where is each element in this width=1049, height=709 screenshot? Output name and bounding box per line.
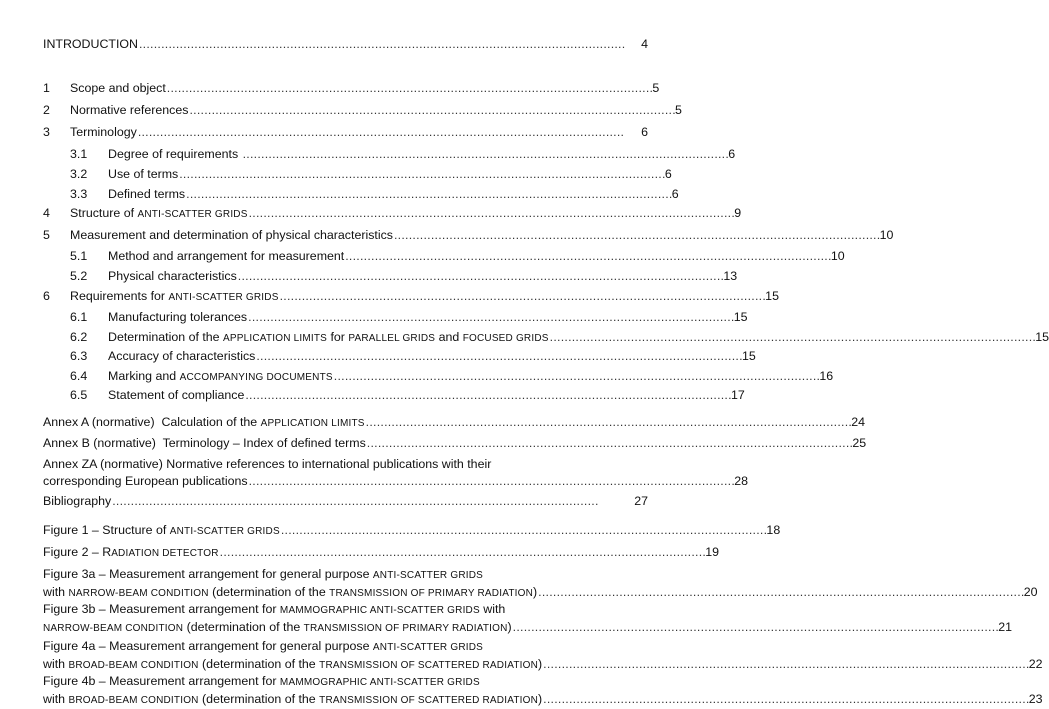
- toc-entry-clause-3-1[interactable]: [70, 145, 736, 164]
- toc-entry-annex-za[interactable]: [43, 456, 748, 490]
- toc-entry-clause-5[interactable]: [43, 226, 894, 245]
- dot-leader: [538, 584, 1023, 601]
- toc-entry-title: Bibliography: [43, 494, 112, 508]
- toc-entry-number: 2: [43, 103, 50, 117]
- toc-entry-page: 28: [734, 474, 748, 488]
- toc-entry-title-line2: with BROAD-BEAM CONDITION (determination of the TRANSMISSION OF SCATTERED RADIATION): [43, 692, 543, 706]
- dot-leader: [186, 185, 671, 204]
- toc-entry-title-line2: with NARROW-BEAM CONDITION (determination of the TRANSMISSION OF PRIMARY RADIATION): [43, 585, 538, 599]
- dot-leader: [249, 204, 734, 223]
- toc-entry-title-line1: Figure 3b – Measurement arrangement for MAMMOGRAPHIC ANTI-SCATTER GRIDS with: [43, 602, 506, 616]
- toc-entry-page: 15: [741, 349, 756, 363]
- toc-entry-title: Physical characteristics: [108, 269, 237, 283]
- toc-entry-title: Normative references: [70, 103, 189, 117]
- dot-leader: [139, 35, 640, 54]
- dot-leader: [238, 267, 723, 286]
- toc-entry-title: Figure 2 – RADIATION DETECTOR: [43, 545, 219, 559]
- toc-entry-page: 9: [734, 206, 742, 220]
- dot-leader: [243, 145, 728, 164]
- toc-entry-figure-4a[interactable]: [43, 638, 1043, 672]
- toc-entry-number: 3.2: [70, 167, 88, 181]
- toc-entry-clause-6-5[interactable]: [70, 386, 745, 405]
- toc-entry-number: 6: [43, 289, 50, 303]
- toc-entry-title: Statement of compliance: [108, 388, 245, 402]
- toc-entry-page: 6: [671, 187, 679, 201]
- toc-entry-title: Requirements for ANTI-SCATTER GRIDS: [70, 289, 279, 303]
- toc-entry-bibliography[interactable]: [43, 492, 648, 511]
- dot-leader: [112, 492, 633, 511]
- toc-entry-page: 18: [766, 523, 781, 537]
- toc-entry-page: 6: [728, 147, 736, 161]
- toc-entry-title: Measurement and determination of physical characteristics: [70, 228, 393, 242]
- toc-entry-number: 3: [43, 125, 50, 139]
- dot-leader: [189, 101, 674, 120]
- toc-entry-title-line2: corresponding European publications: [43, 474, 248, 488]
- toc-entry-page: 10: [830, 249, 845, 263]
- dot-leader: [256, 347, 741, 366]
- toc-entry-annex-a[interactable]: [43, 413, 866, 432]
- toc-entry-page: 5: [675, 103, 682, 117]
- toc-entry-figure-3a[interactable]: [43, 566, 1038, 600]
- toc-entry-number: 1: [43, 81, 50, 95]
- toc-entry-number: 6.3: [70, 349, 88, 363]
- toc-entry-clause-1[interactable]: [43, 79, 660, 98]
- toc-entry-title: INTRODUCTION: [43, 37, 138, 51]
- dot-leader: [248, 308, 733, 327]
- toc-entry-clause-5-1[interactable]: [70, 247, 845, 266]
- toc-entry-clause-6-1[interactable]: [70, 308, 748, 327]
- toc-entry-number: 6.5: [70, 388, 88, 402]
- toc-entry-page: 6: [641, 125, 648, 139]
- toc-entry-clause-3-2[interactable]: [70, 165, 672, 184]
- dot-leader: [138, 123, 640, 142]
- toc-entry-title: Scope and object: [70, 81, 166, 95]
- toc-entry-clause-6-3[interactable]: [70, 347, 756, 366]
- toc-entry-clause-6[interactable]: [43, 287, 779, 306]
- toc-entry-title-line1: Figure 4b – Measurement arrangement for MAMMOGRAPHIC ANTI-SCATTER GRIDS: [43, 674, 480, 688]
- toc-entry-number: 6.1: [70, 310, 88, 324]
- dot-leader: [179, 165, 664, 184]
- toc-entry-annex-b[interactable]: [43, 434, 867, 453]
- toc-entry-figure-3b[interactable]: [43, 601, 1013, 635]
- toc-entry-page: 27: [634, 494, 648, 508]
- toc-entry-figure-4b[interactable]: [43, 673, 1043, 707]
- toc-entry-title: Defined terms: [108, 187, 186, 201]
- toc-entry-number: 3.1: [70, 147, 88, 161]
- dot-leader: [550, 328, 1035, 347]
- toc-entry-number: 5.2: [70, 269, 88, 283]
- toc-entry-clause-3[interactable]: [43, 123, 648, 142]
- toc-entry-number: 5: [43, 228, 50, 242]
- toc-entry-clause-3-3[interactable]: [70, 185, 679, 204]
- dot-leader: [345, 247, 830, 266]
- toc-entry-figure-2[interactable]: [43, 543, 720, 562]
- toc-entry-clause-5-2[interactable]: [70, 267, 738, 286]
- toc-entry-title: Structure of ANTI-SCATTER GRIDS: [70, 206, 248, 220]
- toc-entry-page: 24: [851, 415, 866, 429]
- toc-entry-title-line2: with BROAD-BEAM CONDITION (determination of the TRANSMISSION OF SCATTERED RADIATION): [43, 657, 543, 671]
- dot-leader: [334, 367, 819, 386]
- toc-entry-page: 20: [1023, 585, 1038, 599]
- toc-entry-clause-4[interactable]: [43, 204, 742, 223]
- toc-entry-title-line1: Figure 4a – Measurement arrangement for general purpose ANTI-SCATTER GRIDS: [43, 639, 484, 653]
- dot-leader: [366, 413, 851, 432]
- toc-entry-page: 23: [1028, 692, 1043, 706]
- toc-entry-introduction[interactable]: [43, 35, 648, 54]
- toc-entry-title-line1: Annex ZA (normative) Normative references to international publications with their: [43, 457, 492, 471]
- dot-leader: [249, 473, 734, 490]
- toc-entry-page: 19: [705, 545, 720, 559]
- toc-entry-title: Annex B (normative) Terminology – Index of defined terms: [43, 436, 366, 450]
- toc-entry-title: Accuracy of characteristics: [108, 349, 256, 363]
- toc-entry-number: 4: [43, 206, 50, 220]
- toc-entry-title: Marking and ACCOMPANYING DOCUMENTS: [108, 369, 333, 383]
- dot-leader: [543, 656, 1028, 673]
- dot-leader: [245, 386, 730, 405]
- dot-leader: [280, 287, 765, 306]
- dot-leader: [220, 543, 705, 562]
- toc-entry-page: 15: [733, 310, 748, 324]
- toc-entry-title: Degree of requirements: [108, 147, 242, 161]
- toc-entry-page: 10: [879, 228, 894, 242]
- toc-entry-figure-1[interactable]: [43, 521, 781, 540]
- toc-entry-page: 4: [641, 37, 648, 51]
- dot-leader: [513, 619, 998, 636]
- toc-entry-title: Figure 1 – Structure of ANTI-SCATTER GRIDS: [43, 523, 280, 537]
- toc-entry-page: 5: [652, 81, 660, 95]
- toc-entry-clause-2[interactable]: [43, 101, 682, 120]
- toc-entry-page: 17: [730, 388, 745, 402]
- toc-entry-title-line2: NARROW-BEAM CONDITION (determination of the TRANSMISSION OF PRIMARY RADIATION): [43, 620, 512, 634]
- toc-entry-title: Determination of the APPLICATION LIMITS for PARALLEL GRIDS and FOCUSED GRIDS: [108, 330, 549, 344]
- toc-entry-number: 5.1: [70, 249, 88, 263]
- dot-leader: [367, 434, 852, 453]
- toc-entry-page: 15: [1035, 330, 1049, 344]
- dot-leader: [167, 79, 652, 98]
- dot-leader: [543, 691, 1028, 708]
- toc-entry-title: Manufacturing tolerances: [108, 310, 248, 324]
- toc-entry-page: 21: [998, 620, 1013, 634]
- toc-entry-page: 13: [723, 269, 738, 283]
- toc-entry-page: 16: [819, 369, 834, 383]
- toc-entry-clause-6-2[interactable]: [70, 328, 1049, 347]
- toc-entry-number: 6.4: [70, 369, 88, 383]
- toc-entry-number: 6.2: [70, 330, 88, 344]
- toc-entry-title: Terminology: [70, 125, 137, 139]
- toc-entry-number: 3.3: [70, 187, 88, 201]
- toc-entry-page: 15: [765, 289, 779, 303]
- toc-entry-clause-6-4[interactable]: [70, 367, 834, 386]
- toc-entry-title: Method and arrangement for measurement: [108, 249, 345, 263]
- toc-entry-title: Use of terms: [108, 167, 179, 181]
- toc-entry-page: 6: [664, 167, 672, 181]
- dot-leader: [394, 226, 879, 245]
- dot-leader: [281, 521, 766, 540]
- toc-entry-title: Annex A (normative) Calculation of the APPLICATION LIMITS: [43, 415, 365, 429]
- toc-entry-page: 25: [852, 436, 867, 450]
- toc-entry-page: 22: [1028, 657, 1043, 671]
- toc-entry-title-line1: Figure 3a – Measurement arrangement for general purpose ANTI-SCATTER GRIDS: [43, 567, 484, 581]
